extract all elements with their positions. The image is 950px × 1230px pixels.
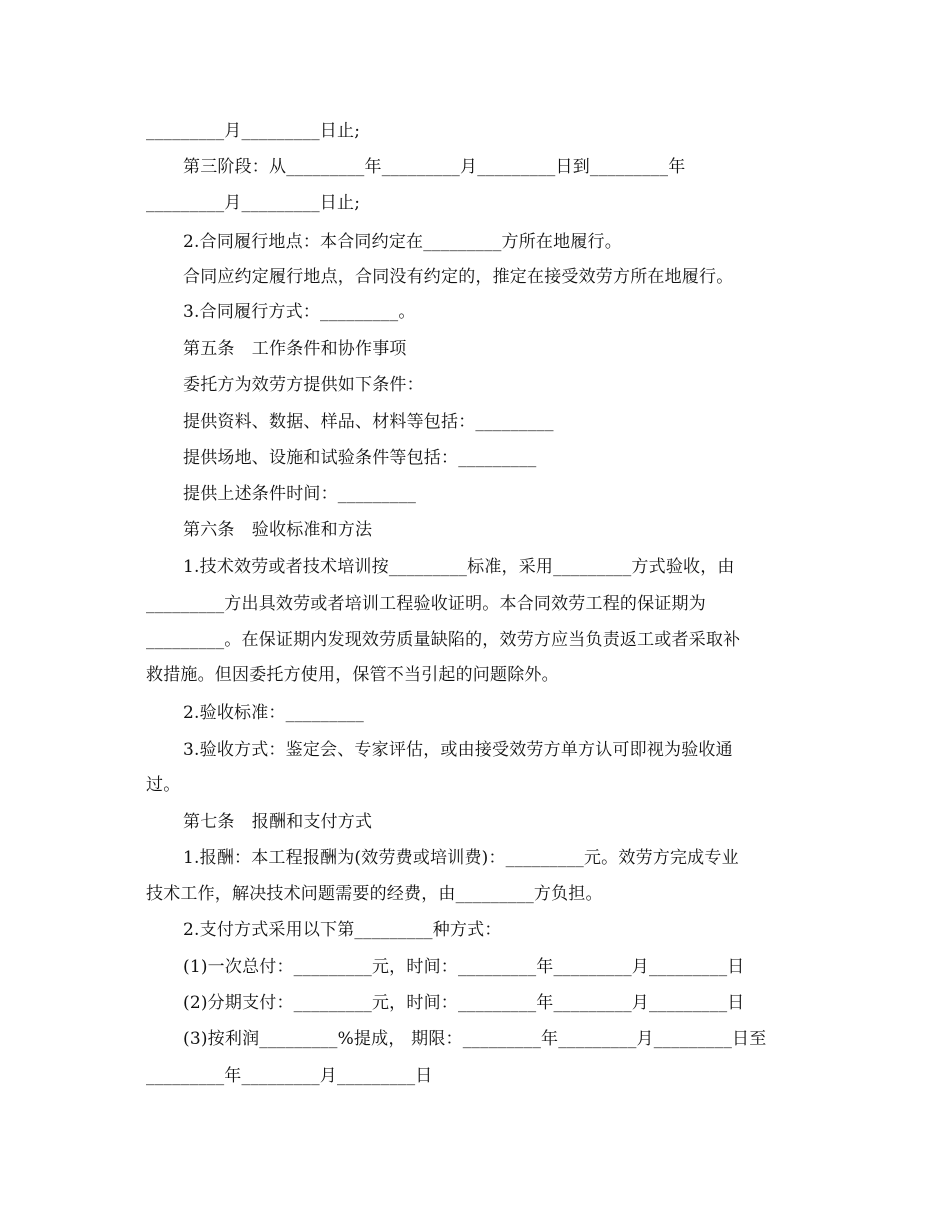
section-heading: 第七条 报酬和支付方式 (183, 812, 373, 832)
text-line: 2.验收标准：_________ (183, 703, 364, 723)
text-line: _________月_________日止; (146, 121, 361, 141)
text-line: 第三阶段：从_________年_________月_________日到_________年 (183, 157, 686, 177)
text-line: _________。在保证期内发现效劳质量缺陷的，效劳方应当负责返工或者采取补 (146, 630, 741, 650)
text-line: 1.技术效劳或者技术培训按_________标准，采用_________方式验收，由 (183, 557, 735, 577)
text-line: _________年_________月_________日 (146, 1066, 433, 1086)
text-line: 提供上述条件时间：_________ (183, 484, 417, 504)
text-line: (1)一次总付：_________元，时间：_________年_________月_________日 (183, 957, 745, 977)
text-line: 3.合同履行方式：_________。 (183, 302, 416, 322)
text-line: (3)按利润_________%提成， 期限：_________年_________月_________日至 (183, 1029, 767, 1049)
text-line: 合同应约定履行地点，合同没有约定的，推定在接受效劳方所在地履行。 (183, 267, 734, 287)
text-line: _________月_________日止; (146, 193, 361, 213)
text-line: 技术工作，解决技术问题需要的经费，由_________方负担。 (146, 884, 603, 904)
text-line: 提供资料、数据、样品、材料等包括：_________ (183, 412, 554, 432)
section-heading: 第五条 工作条件和协作事项 (183, 339, 407, 359)
text-line: 救措施。但因委托方使用，保管不当引起的问题除外。 (146, 665, 559, 685)
text-line: _________方出具效劳或者培训工程验收证明。本合同效劳工程的保证期为 (146, 594, 706, 614)
text-line: 1.报酬：本工程报酬为(效劳费或培训费)：_________元。效劳方完成专业 (183, 848, 739, 868)
text-line: 过。 (146, 775, 181, 795)
text-line: 委托方为效劳方提供如下条件： (183, 375, 424, 395)
text-line: 3.验收方式：鉴定会、专家评估，或由接受效劳方单方认可即视为验收通 (183, 740, 733, 760)
text-line: 2.合同履行地点：本合同约定在_________方所在地履行。 (183, 232, 622, 252)
section-heading: 第六条 验收标准和方法 (183, 520, 373, 540)
text-line: 2.支付方式采用以下第_________种方式： (183, 920, 502, 940)
text-line: (2)分期支付：_________元，时间：_________年_________月_________日 (183, 993, 745, 1013)
text-line: 提供场地、设施和试验条件等包括：_________ (183, 448, 537, 468)
